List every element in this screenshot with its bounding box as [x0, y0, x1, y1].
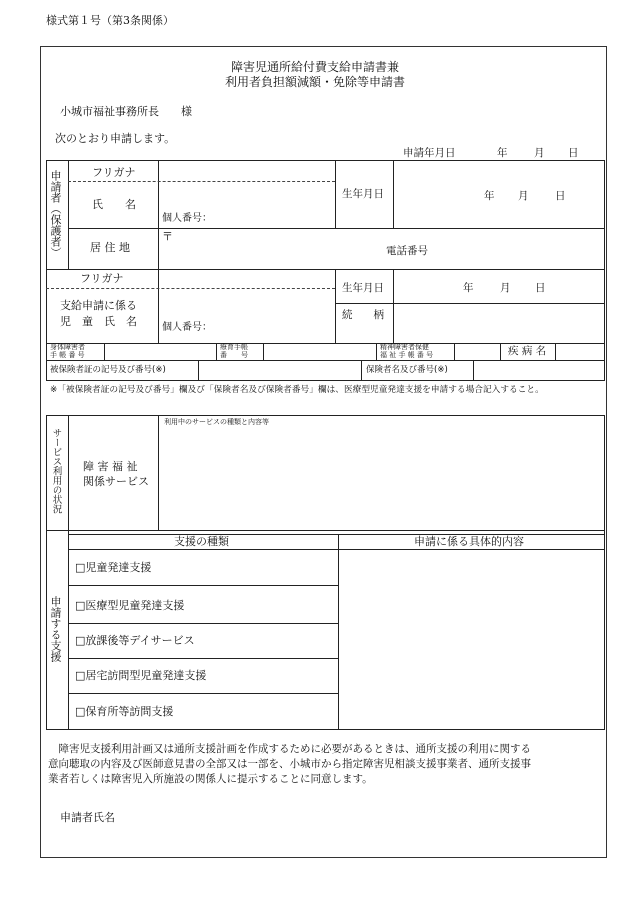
applicant-postal-mark: 〒 — [162, 230, 173, 243]
child-furigana-label: フリガナ — [80, 272, 124, 285]
mental-handbook-label-2: 福 祉 手 帳 番 号 — [380, 351, 434, 359]
rehab-handbook-label-2: 番 号 — [220, 351, 248, 359]
application-date-label: 申請年月日 — [403, 147, 456, 159]
insured-card-label: 被保険者証の記号及び番号(※) — [50, 365, 166, 375]
addressee: 小城市福祉事務所長 様 — [60, 105, 192, 118]
applicant-name-label: 氏 名 — [92, 198, 136, 211]
form-number: 様式第１号（第3条関係） — [46, 14, 174, 27]
applicant-side-label: 申請者（保護者） — [49, 170, 62, 258]
support-side-label: 申請する支援 — [49, 596, 62, 662]
consent-text-line1: 障害児支援利用計画又は通所支援計画を作成するために必要があるときは、通所支援の利用に関する — [48, 743, 531, 755]
child-name-label-line2: 児 童 氏 名 — [60, 315, 137, 328]
applicant-phone-label: 電話番号 — [386, 245, 428, 257]
support-option-medical-child-development[interactable]: □医療型児童発達支援 — [75, 599, 185, 612]
applicant-birthdate-label: 生年月日 — [342, 188, 384, 200]
support-type-header: 支援の種類 — [174, 535, 229, 548]
applicant-signature-label: 申請者氏名 — [60, 811, 115, 824]
child-birth-year: 年 — [463, 282, 474, 294]
application-date-month: 月 — [534, 147, 545, 159]
applicant-furigana-label: フリガナ — [92, 166, 136, 179]
support-option-child-development[interactable]: □児童発達支援 — [75, 561, 152, 574]
applicant-personal-number-label: 個人番号： — [162, 213, 212, 224]
child-birth-month: 月 — [500, 282, 511, 294]
applicant-address-label: 居 住 地 — [90, 241, 130, 254]
child-birth-day: 日 — [535, 282, 546, 294]
applicant-birth-day: 日 — [555, 190, 566, 202]
consent-text-line2: 意向聴取の内容及び医師意見書の全部又は一部を、小城市から指定障害児相談支援事業者、通所支援事 — [48, 758, 531, 770]
child-name-label-line1: 支給申請に係る — [60, 299, 137, 312]
applicant-birth-month: 月 — [518, 190, 529, 202]
support-option-after-school-day-service[interactable]: □放課後等デイサービス — [75, 634, 195, 647]
child-birthdate-label: 生年月日 — [342, 282, 384, 294]
child-relation-label: 続 柄 — [342, 309, 384, 321]
form-title-line1: 障害児通所給付費支給申請書兼 — [230, 60, 399, 74]
intro-text: 次のとおり申請します。 — [55, 132, 176, 145]
rehab-handbook-label-1: 療育手帳 — [220, 343, 248, 351]
welfare-service-label-1: 障 害 福 祉 — [83, 460, 138, 473]
welfare-service-label-2: 関係サービス — [83, 475, 149, 488]
support-detail-header: 申請に係る具体的内容 — [414, 535, 524, 548]
consent-text-line3: 業者若しくは障害児入所施設の関係人に提示することに同意します。 — [48, 773, 373, 785]
application-date-day: 日 — [568, 147, 579, 159]
physical-handbook-label-1: 身体障害者 — [50, 343, 85, 351]
disease-label: 疾 病 名 — [508, 345, 547, 357]
application-date-year: 年 — [497, 147, 508, 159]
form-title-line2: 利用者負担額減額・免除等申請書 — [224, 75, 405, 89]
child-personal-number-label: 個人番号： — [162, 322, 212, 333]
service-status-side-label: サービス利用の状況 — [50, 428, 62, 514]
insurer-label: 保険者名及び番号(※) — [366, 365, 448, 375]
service-content-label: 利用中のサービスの種類と内容等 — [164, 418, 269, 426]
applicant-birth-year: 年 — [484, 190, 495, 202]
support-option-nursery-visit-support[interactable]: □保育所等訪問支援 — [75, 705, 174, 718]
mental-handbook-label-1: 精神障害者保健 — [380, 343, 429, 351]
physical-handbook-label-2: 手 帳 番 号 — [50, 351, 85, 359]
insurance-note: ※「被保険者証の記号及び番号」欄及び「保険者名及び保険者番号」欄は、医療型児童発達支援を申請する場合記入すること。 — [50, 385, 544, 395]
support-option-home-visit-child-development[interactable]: □居宅訪問型児童発達支援 — [75, 669, 207, 682]
